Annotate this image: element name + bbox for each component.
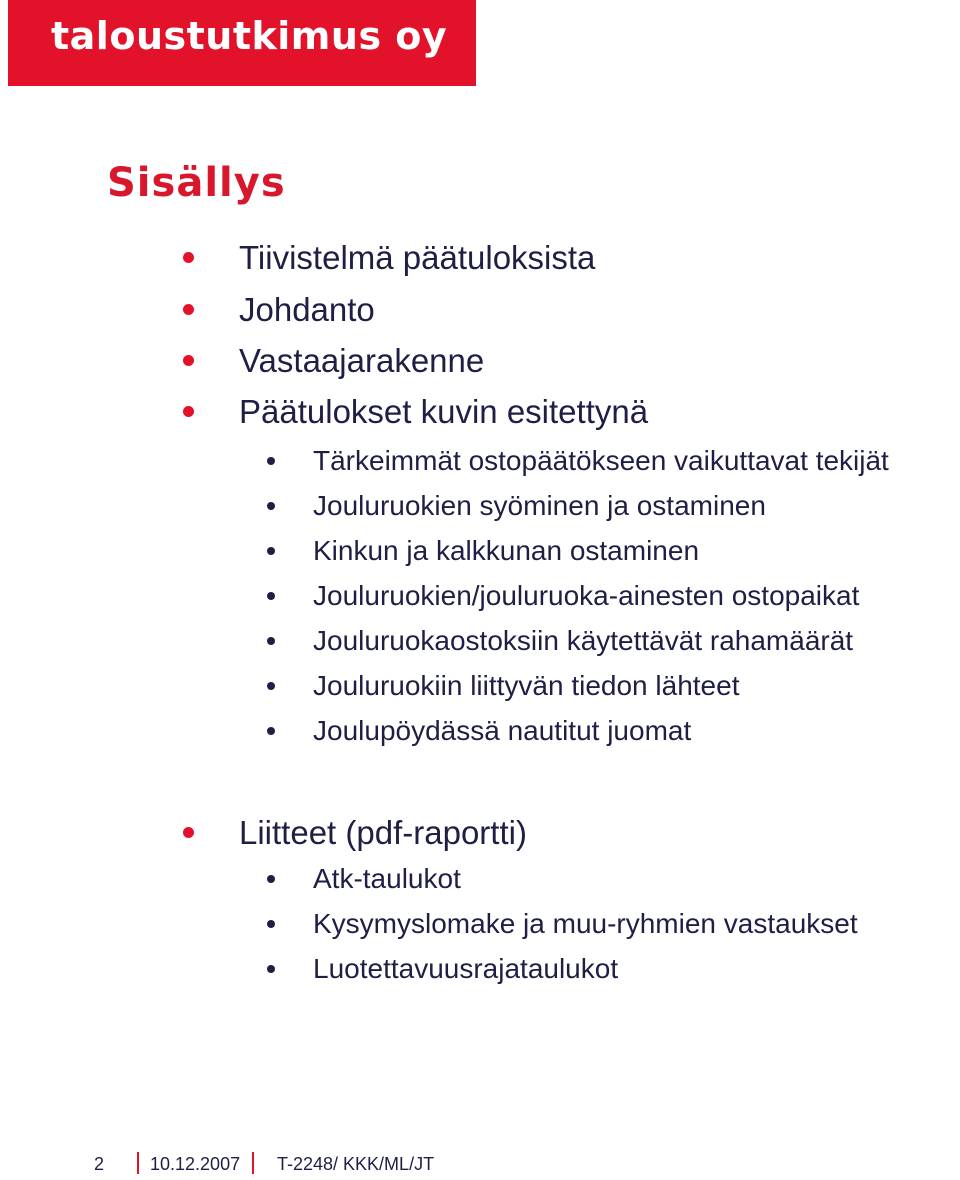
page-title: Sisällys — [107, 160, 286, 206]
toc-label: Jouluruokien syöminen ja ostaminen — [313, 490, 766, 521]
bullet-icon — [267, 502, 275, 510]
toc-label: Jouluruokien/jouluruoka-ainesten ostopaikat — [313, 580, 860, 611]
bullet-icon — [183, 355, 194, 366]
toc-label: Joulupöydässä nautitut juomat — [313, 715, 692, 746]
bullet-icon — [267, 457, 275, 465]
footer-date: 10.12.2007 — [150, 1154, 241, 1174]
toc-label: Atk-taulukot — [313, 863, 461, 894]
page-footer — [0, 1148, 960, 1178]
footer-separator — [137, 1152, 139, 1174]
bullet-icon — [183, 304, 194, 315]
toc-label: Vastaajarakenne — [239, 342, 485, 379]
bullet-icon — [267, 637, 275, 645]
bullet-icon — [267, 547, 275, 555]
footer-reference: T-2248/ KKK/ML/JT — [277, 1154, 435, 1174]
bullet-icon — [267, 875, 275, 883]
bullet-icon — [267, 682, 275, 690]
bullet-icon — [267, 592, 275, 600]
bullet-icon — [267, 965, 275, 973]
toc-label: Tiivistelmä päätuloksista — [239, 239, 596, 276]
footer-separator — [252, 1152, 254, 1174]
bullet-icon — [267, 920, 275, 928]
toc-label: Jouluruokiin liittyvän tiedon lähteet — [313, 670, 740, 701]
toc-label: Päätulokset kuvin esitettynä — [239, 393, 649, 430]
brand-logo-bar — [8, 0, 476, 86]
toc-label: Liitteet (pdf-raportti) — [239, 814, 527, 851]
toc-label: Kinkun ja kalkkunan ostaminen — [313, 535, 700, 566]
toc-label: Jouluruokaostoksiin käytettävät rahamäärät — [313, 625, 854, 656]
bullet-icon — [183, 406, 194, 417]
toc-label: Johdanto — [239, 291, 375, 328]
toc-label: Tärkeimmät ostopäätökseen vaikuttavat tekijät — [313, 445, 889, 476]
toc-label: Kysymyslomake ja muu-ryhmien vastaukset — [313, 908, 858, 939]
toc-label: Luotettavuusrajataulukot — [313, 953, 619, 984]
brand-logo-text: taloustutkimus oy — [51, 14, 448, 58]
bullet-icon — [183, 827, 194, 838]
bullet-icon — [267, 727, 275, 735]
page-number: 2 — [94, 1154, 105, 1174]
bullet-icon — [183, 252, 194, 263]
